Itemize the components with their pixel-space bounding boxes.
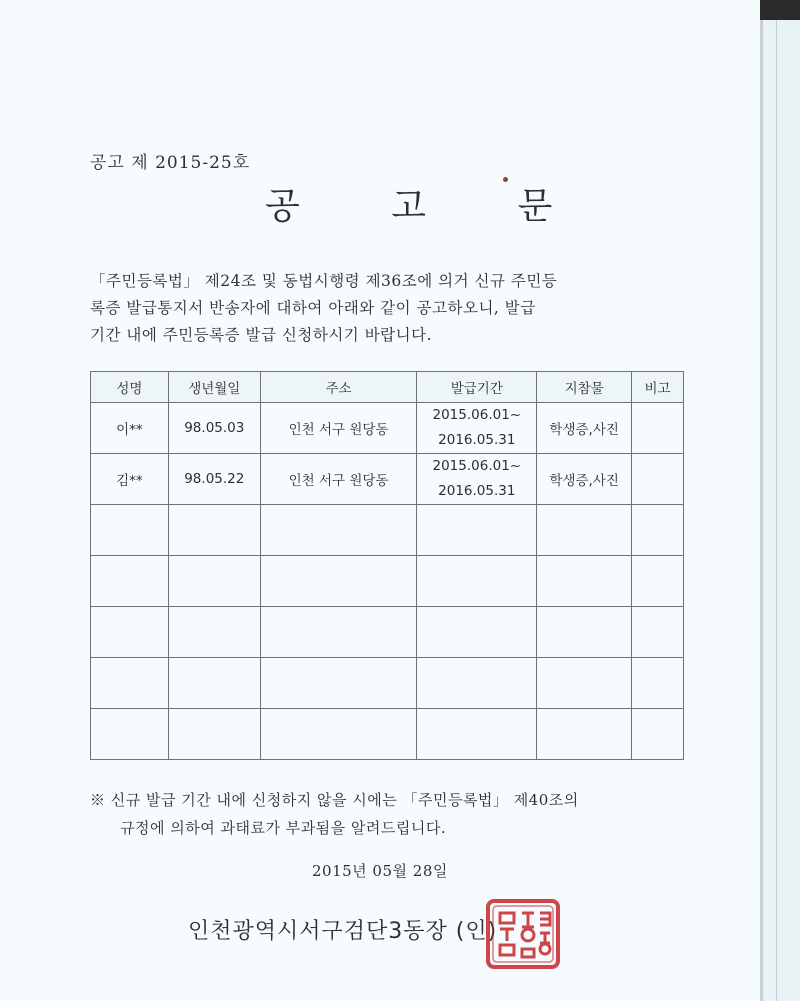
period-end: 2016.05.31 (438, 432, 516, 448)
table-row (91, 454, 684, 505)
period-end: 2016.05.31 (438, 483, 516, 499)
cell-birth: 98.05.03 (168, 403, 260, 454)
cell-name: 이** (91, 403, 169, 454)
header-name: 성명 (91, 372, 169, 403)
table-row (91, 403, 684, 454)
cell-name: 김** (91, 454, 169, 505)
signer-title: 인천광역시서구검단3동장 (188, 919, 448, 944)
empty-table-row (91, 658, 684, 709)
cell-items: 학생증,사진 (537, 454, 632, 505)
header-birth: 생년월일 (168, 372, 260, 403)
body-line: 록증 발급통지서 반송자에 대하여 아래와 같이 공고하오니, 발급 (90, 299, 536, 317)
cell-address: 인천 서구 원당동 (260, 403, 417, 454)
scan-edge-dark (760, 0, 800, 20)
table-header-row (91, 372, 684, 403)
body-line: 기간 내에 주민등록증 발급 신청하시기 바랍니다. (90, 326, 433, 344)
empty-table-row (91, 607, 684, 658)
document-title: 공 고 문 (265, 186, 593, 227)
cell-address: 인천 서구 원당동 (260, 454, 417, 505)
cell-remarks (632, 454, 684, 505)
seal-suffix: (인) (455, 919, 498, 944)
cell-remarks (632, 403, 684, 454)
header-address: 주소 (260, 372, 417, 403)
note-line: ※ 신규 발급 기간 내에 신청하지 않을 시에는 「주민등록법」 제40조의 (90, 791, 579, 809)
period-start: 2015.06.01~ (432, 458, 522, 474)
notice-body (90, 268, 670, 349)
notice-number: 공고 제 2015-25호 (90, 153, 251, 173)
official-seal (482, 895, 568, 975)
period-start: 2015.06.01~ (432, 407, 522, 423)
scan-edge-strip (762, 20, 800, 1001)
header-remarks: 비고 (632, 372, 684, 403)
cell-period (417, 403, 537, 454)
body-line: 「주민등록법」 제24조 및 동법시행령 제36조에 의거 신규 주민등 (90, 272, 558, 290)
note-line: 규정에 의하여 과태료가 부과됨을 알려드립니다. (120, 819, 447, 837)
header-period: 발급기간 (417, 372, 537, 403)
signer-name (188, 914, 497, 945)
empty-table-row (91, 505, 684, 556)
empty-table-row (91, 556, 684, 607)
cell-items: 학생증,사진 (537, 403, 632, 454)
notice-date: 2015년 05월 28일 (312, 862, 448, 880)
cell-period (417, 454, 537, 505)
header-items: 지참물 (537, 372, 632, 403)
recipient-table (90, 371, 684, 760)
empty-table-row (91, 709, 684, 760)
penalty-note (90, 786, 690, 842)
cell-birth: 98.05.22 (168, 454, 260, 505)
scan-edge-line (776, 20, 777, 1001)
